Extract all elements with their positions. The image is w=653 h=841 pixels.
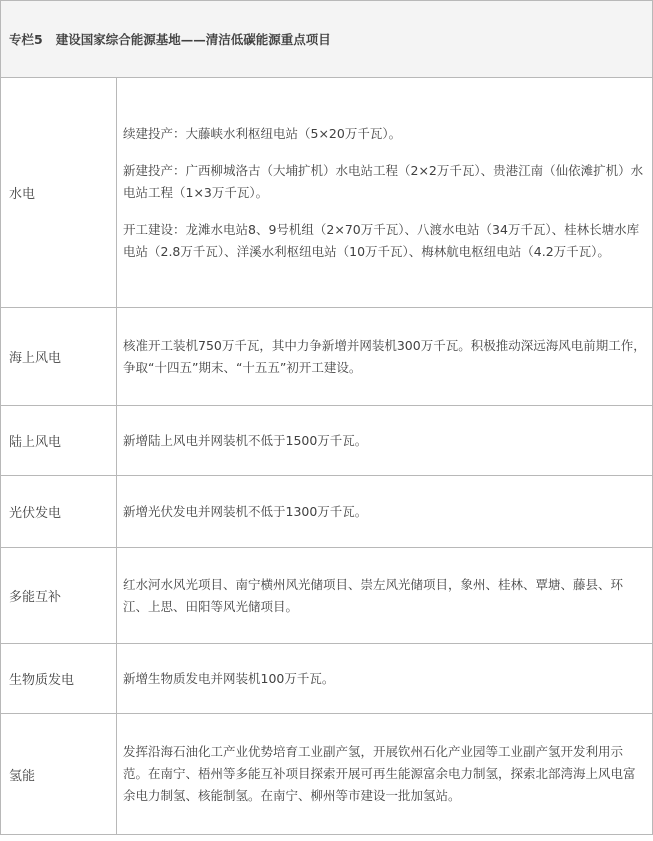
row-label-biomass: 生物质发电 — [1, 644, 117, 714]
table-row-onshore-wind — [1, 406, 653, 476]
hydropower-ongoing-text: 续建投产：大藤峡水利枢纽电站（5×20万千瓦）。 — [123, 125, 402, 141]
row-content-multi-energy — [117, 548, 653, 644]
table-row-solar — [1, 476, 653, 548]
row-content-solar — [117, 476, 653, 548]
table-row-multi-energy — [1, 548, 653, 644]
table-row-offshore-wind — [1, 308, 653, 406]
biomass-text: 新增生物质发电并网装机100万千瓦。 — [123, 670, 335, 686]
table-title: 专栏5 建设国家综合能源基地——清洁低碳能源重点项目 — [1, 1, 653, 78]
table-title-row — [1, 1, 653, 78]
offshore-wind-text: 核准开工装机750万千瓦，其中力争新增并网装机300万千瓦。积极推动深远海风电前期工作，争取“十四五”期末、“十五五”初开工建设。 — [123, 337, 646, 375]
hydropower-new-text: 新建投产：广西柳城洛古（大埔扩机）水电站工程（2×2万千瓦）、贵港江南（仙依滩扩机）水电站工程（1×3万千瓦）。 — [123, 162, 644, 200]
row-content-hydrogen — [117, 714, 653, 835]
hydropower-start-text: 开工建设：龙滩水电站8、9号机组（2×70万千瓦）、八渡水电站（34万千瓦）、桂林长塘水库电站（2.8万千瓦）、洋溪水利枢纽电站（10万千瓦）、梅林航电枢纽电站（4.2万千瓦）。 — [123, 221, 640, 259]
row-label-hydropower: 水电 — [1, 78, 117, 308]
row-label-solar: 光伏发电 — [1, 476, 117, 548]
table-row-hydropower — [1, 78, 653, 308]
row-label-onshore-wind: 陆上风电 — [1, 406, 117, 476]
table-row-hydrogen — [1, 714, 653, 835]
row-label-offshore-wind: 海上风电 — [1, 308, 117, 406]
row-content-hydropower — [117, 78, 653, 308]
hydrogen-text: 发挥沿海石油化工产业优势培育工业副产氢，开展钦州石化产业园等工业副产氢开发利用示范。在南宁、梧州等多能互补项目探索开展可再生能源富余电力制氢，探索北部湾海上风电富余电力制氢、核能制氢。在南宁、柳州等市建设一批加氢站。 — [123, 744, 636, 803]
multi-energy-text: 红水河水风光项目、南宁横州风光储项目、崇左风光储项目，象州、桂林、覃塘、藤县、环江、上思、田阳等风光储项目。 — [123, 576, 624, 614]
row-content-onshore-wind — [117, 406, 653, 476]
row-label-hydrogen: 氢能 — [1, 714, 117, 835]
row-label-multi-energy: 多能互补 — [1, 548, 117, 644]
row-content-offshore-wind — [117, 308, 653, 406]
table-row-biomass — [1, 644, 653, 714]
solar-text: 新增光伏发电并网装机不低于1300万千瓦。 — [123, 503, 368, 519]
onshore-wind-text: 新增陆上风电并网装机不低于1500万千瓦。 — [123, 432, 368, 448]
row-content-biomass — [117, 644, 653, 714]
